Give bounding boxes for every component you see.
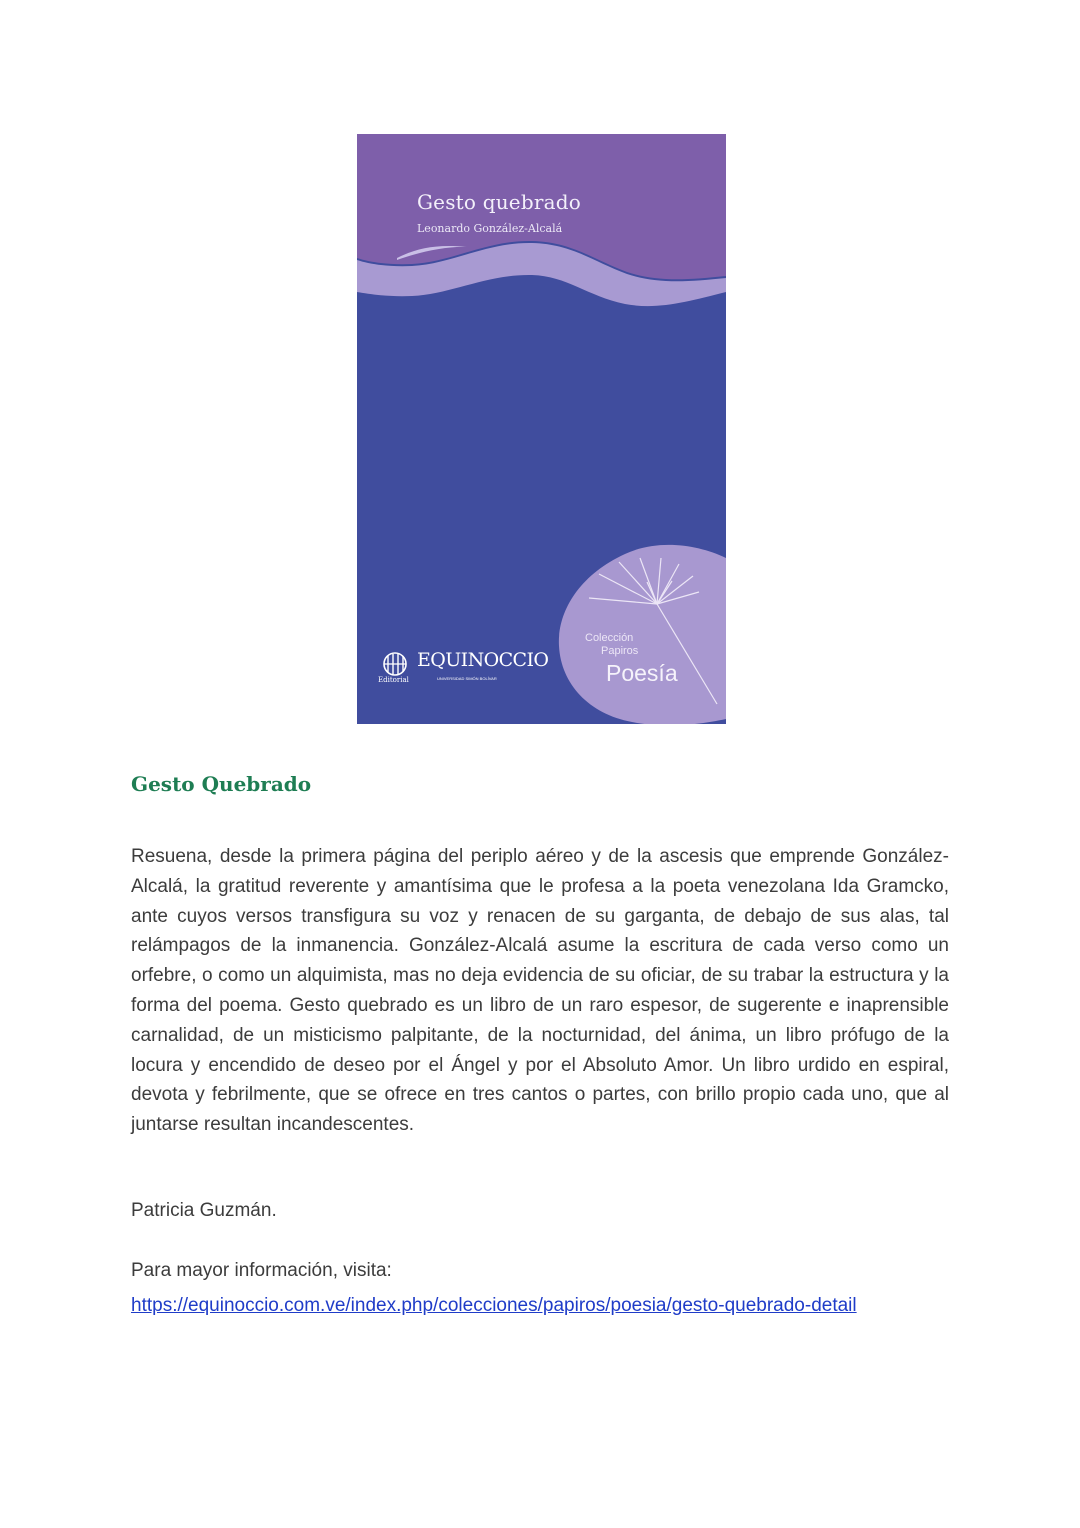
publisher-label: Editorial [378,676,409,684]
publisher-name: EQUINOCCIO [417,649,549,671]
publisher-emblem-icon [377,650,413,676]
book-description: Resuena, desde la primera página del periplo aéreo y de la ascesis que emprende González-Alcalá, la gratitud reverente y amantísima que le profesa a la poeta venezolana Ida Gramcko, ante cuyos versos transfigura su voz y renacen de su garganta, de debajo de sus alas, tal relámpagos de la inmanencia. González-Alcalá asume la escritura de cada verso como un orfebre, o como un alquimista, mas no deja evidencia de su oficiar, de su trabar la estructura y la forma del poema. Gesto quebrado es un libro de un raro espesor, de sugerente e inaprensible carnalidad, de un misticismo palpitante, de la nocturnidad, del ánima, un libro prófugo de la locura y encendido de deseo por el Ángel y por el Absoluto Amor. Un libro urdido en espiral, devota y febrilmente, que se ofrece en tres cantos o partes, con brillo propio cada uno, que al juntarse resultan incandescentes. [131,846,949,1136]
book-cover-image [357,134,726,724]
cover-author: Leonardo González-Alcalá [417,222,563,235]
book-title-heading: Gesto Quebrado [131,772,312,796]
collection-label-3: Poesía [606,660,678,686]
collection-label-1: Colección [585,632,634,644]
more-info-label: Para mayor información, visita: [131,1260,392,1281]
collection-label-2: Papiros [601,645,639,657]
cover-title: Gesto quebrado [417,190,581,214]
book-detail-link[interactable]: https://equinoccio.com.ve/index.php/colecciones/papiros/poesia/gesto-quebrado-detail [131,1295,857,1316]
review-author: Patricia Guzmán. [131,1200,277,1221]
publisher-logo [377,648,549,688]
publisher-tagline: UNIVERSIDAD SIMÓN BOLÍVAR [437,676,497,681]
